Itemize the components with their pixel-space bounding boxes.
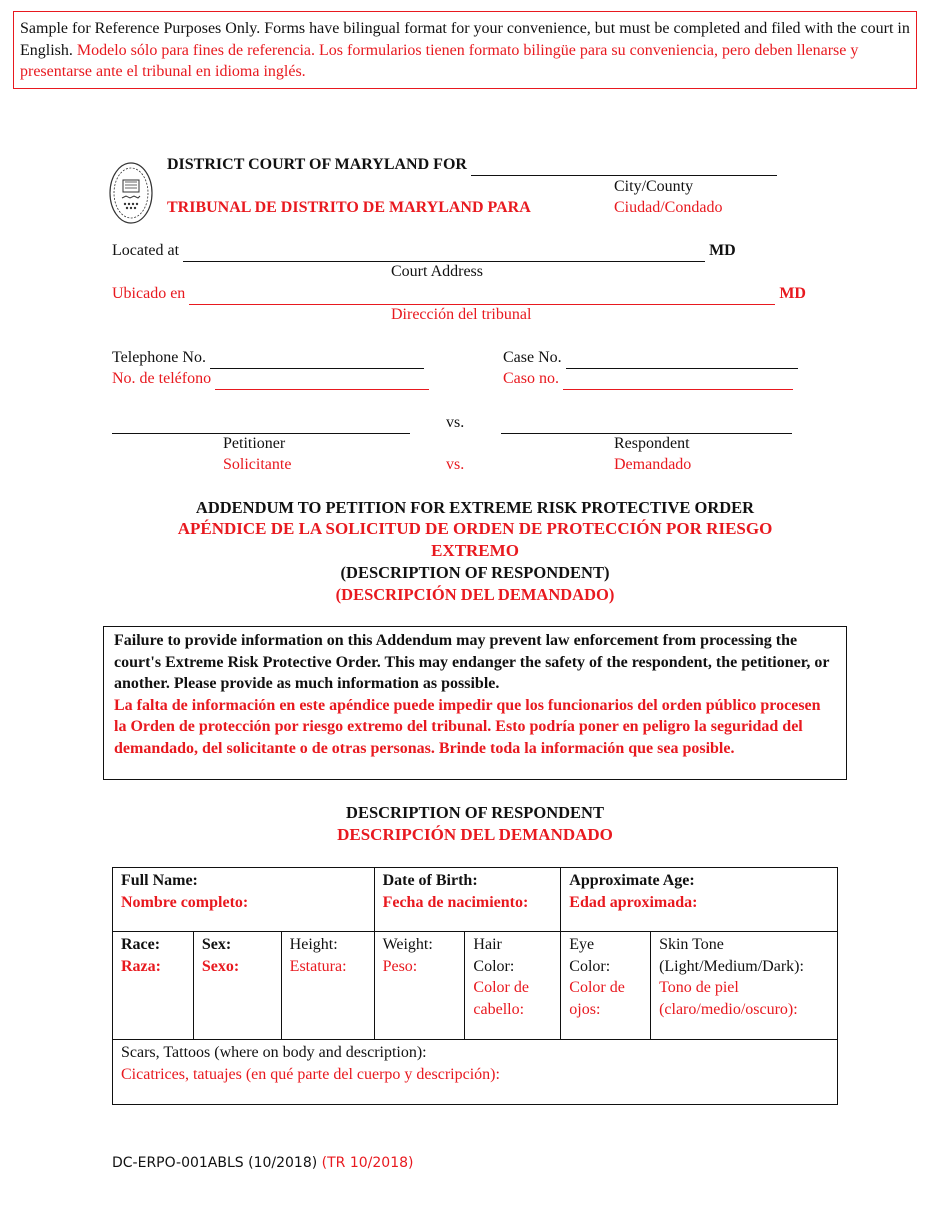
- vs-label-spanish: vs.: [446, 456, 465, 473]
- section-heading-english: DESCRIPTION OF RESPONDENT: [346, 803, 604, 822]
- reference-disclaimer-banner: [13, 11, 917, 89]
- race-cell[interactable]: [113, 932, 194, 1040]
- hair-color-label-spanish-line2: cabello:: [473, 1000, 525, 1018]
- case-number-label-spanish: Caso no.: [503, 370, 559, 387]
- md-label-spanish: MD: [779, 285, 806, 302]
- table-row: [113, 1040, 838, 1105]
- court-name-english: [167, 155, 777, 176]
- skin-tone-cell[interactable]: [651, 932, 838, 1040]
- respondent-description-table: [112, 867, 838, 1105]
- scars-tattoos-label: Scars, Tattoos (where on body and description):: [121, 1044, 427, 1061]
- city-county-field[interactable]: [471, 155, 777, 176]
- notice-english: Failure to provide information on this Addendum may prevent law enforcement from processing the court's Extreme Risk Protective Order. This may endanger the safety of the respondent, the petitioner, or another. Please provide as much information as possible.: [114, 632, 830, 693]
- approximate-age-label-spanish: Edad aproximada:: [569, 893, 698, 911]
- vs-label: vs.: [446, 414, 465, 431]
- telephone-row: [112, 348, 424, 369]
- respondent-field[interactable]: [501, 413, 792, 434]
- form-title-spanish-line1: APÉNDICE DE LA SOLICITUD DE ORDEN DE PROTECCIÓN POR RIESGO: [177, 519, 773, 538]
- form-title-spanish-line2: EXTREMO: [431, 541, 519, 560]
- petitioner-label: Petitioner: [223, 435, 286, 452]
- located-at-row: [112, 241, 736, 262]
- form-subtitle-spanish: (DESCRIPCIÓN DEL DEMANDADO): [335, 585, 615, 604]
- located-at-label-spanish: Ubicado en: [112, 285, 186, 302]
- form-subtitle-english: (DESCRIPTION OF RESPONDENT): [340, 563, 610, 582]
- sex-label-spanish: Sexo:: [201, 957, 240, 975]
- hair-color-label-spanish-line1: Color de: [473, 979, 529, 996]
- full-name-label-spanish: Nombre completo:: [121, 893, 249, 911]
- petitioner-field-row: [112, 413, 410, 434]
- scars-tattoos-cell[interactable]: [113, 1040, 838, 1105]
- city-county-label-spanish: Ciudad/Condado: [614, 199, 723, 216]
- case-number-label: Case No.: [503, 349, 562, 366]
- hair-color-cell[interactable]: [465, 932, 561, 1040]
- case-number-row: [503, 348, 798, 369]
- form-code: DC-ERPO-001ABLS (10/2018): [112, 1155, 318, 1171]
- respondent-label-spanish: Demandado: [614, 456, 692, 473]
- court-name-spanish: TRIBUNAL DE DISTRITO DE MARYLAND PARA: [167, 199, 531, 216]
- weight-cell[interactable]: [374, 932, 465, 1040]
- city-county-label: City/County: [614, 178, 694, 195]
- petitioner-field[interactable]: [112, 413, 410, 434]
- sex-label: Sex:: [201, 936, 232, 953]
- eye-color-label-spanish-line2: ojos:: [569, 1000, 601, 1018]
- table-row: [113, 932, 838, 1040]
- hair-color-label-line1: Hair: [473, 936, 502, 953]
- disclaimer-spanish: Modelo sólo para fines de referencia. Los formularios tienen formato bilingüe para su conveniencia, pero deben llenarse y presentarse ante el tribunal en idioma inglés.: [20, 41, 859, 80]
- respondent-field-row: [501, 413, 792, 434]
- date-of-birth-label-spanish: Fecha de nacimiento:: [382, 893, 529, 911]
- located-at-label: Located at: [112, 242, 180, 259]
- court-name-english-text: DISTRICT COURT OF MARYLAND FOR: [167, 156, 467, 173]
- eye-color-label-line2: Color:: [569, 957, 611, 975]
- telephone-field-spanish[interactable]: [215, 369, 429, 390]
- court-address-field[interactable]: [183, 241, 705, 262]
- form-title-english: ADDENDUM TO PETITION FOR EXTREME RISK PROTECTIVE ORDER: [195, 498, 755, 517]
- approximate-age-label: Approximate Age:: [569, 872, 695, 889]
- skin-tone-label-line1: Skin Tone: [659, 936, 724, 953]
- telephone-row-spanish: [112, 369, 429, 390]
- height-label-spanish: Estatura:: [289, 957, 347, 975]
- date-of-birth-cell[interactable]: [374, 868, 561, 932]
- skin-tone-label-spanish-line2: (claro/medio/oscuro):: [659, 1000, 798, 1018]
- race-label-spanish: Raza:: [121, 957, 161, 975]
- case-number-field-spanish[interactable]: [563, 369, 793, 390]
- disclaimer-english: Sample for Reference Purposes Only. Forms have bilingual format for your convenience, but must be completed and filed with the court in English.: [20, 20, 910, 59]
- maryland-court-seal-icon: [108, 160, 154, 226]
- telephone-field[interactable]: [210, 348, 424, 369]
- court-address-label-spanish: Dirección del tribunal: [391, 306, 532, 323]
- scars-tattoos-label-spanish: Cicatrices, tatuajes (en qué parte del cuerpo y descripción):: [121, 1065, 500, 1083]
- eye-color-label-spanish-line1: Color de: [569, 979, 625, 996]
- full-name-cell[interactable]: [113, 868, 375, 932]
- hair-color-label-line2: Color:: [473, 957, 515, 975]
- case-number-field[interactable]: [566, 348, 798, 369]
- telephone-label-spanish: No. de teléfono: [112, 370, 212, 387]
- respondent-label: Respondent: [614, 435, 690, 452]
- weight-label: Weight:: [382, 936, 433, 953]
- section-heading-spanish: DESCRIPCIÓN DEL DEMANDADO: [337, 825, 613, 844]
- height-cell[interactable]: [281, 932, 374, 1040]
- information-notice-box: [103, 626, 847, 780]
- date-of-birth-label: Date of Birth:: [382, 872, 478, 889]
- full-name-label: Full Name:: [121, 872, 198, 889]
- skin-tone-label-spanish-line1: Tono de piel: [659, 979, 739, 996]
- table-row: [113, 868, 838, 932]
- eye-color-label-line1: Eye: [569, 936, 595, 953]
- height-label: Height:: [289, 936, 338, 953]
- court-address-field-spanish[interactable]: [189, 284, 775, 305]
- located-at-row-spanish: [112, 284, 806, 305]
- petitioner-label-spanish: Solicitante: [223, 456, 292, 473]
- case-number-row-spanish: [503, 369, 793, 390]
- race-label: Race:: [121, 936, 161, 953]
- notice-spanish: La falta de información en este apéndice puede impedir que los funcionarios del orden público procesen la Orden de protección por riesgo extremo del tribunal. Esto podría poner en peligro la seguridad del demandado, del solicitante o de otras personas. Brinde toda la información que sea posible.: [114, 696, 821, 757]
- translation-code: (TR 10/2018): [321, 1155, 414, 1171]
- sex-cell[interactable]: [193, 932, 281, 1040]
- weight-label-spanish: Peso:: [382, 957, 418, 975]
- form-code-footer: [112, 1153, 414, 1173]
- md-label: MD: [709, 242, 736, 259]
- court-address-label: Court Address: [391, 263, 483, 280]
- telephone-label: Telephone No.: [112, 349, 206, 366]
- eye-color-cell[interactable]: [561, 932, 651, 1040]
- skin-tone-label-line2: (Light/Medium/Dark):: [659, 957, 804, 975]
- approximate-age-cell[interactable]: [561, 868, 838, 932]
